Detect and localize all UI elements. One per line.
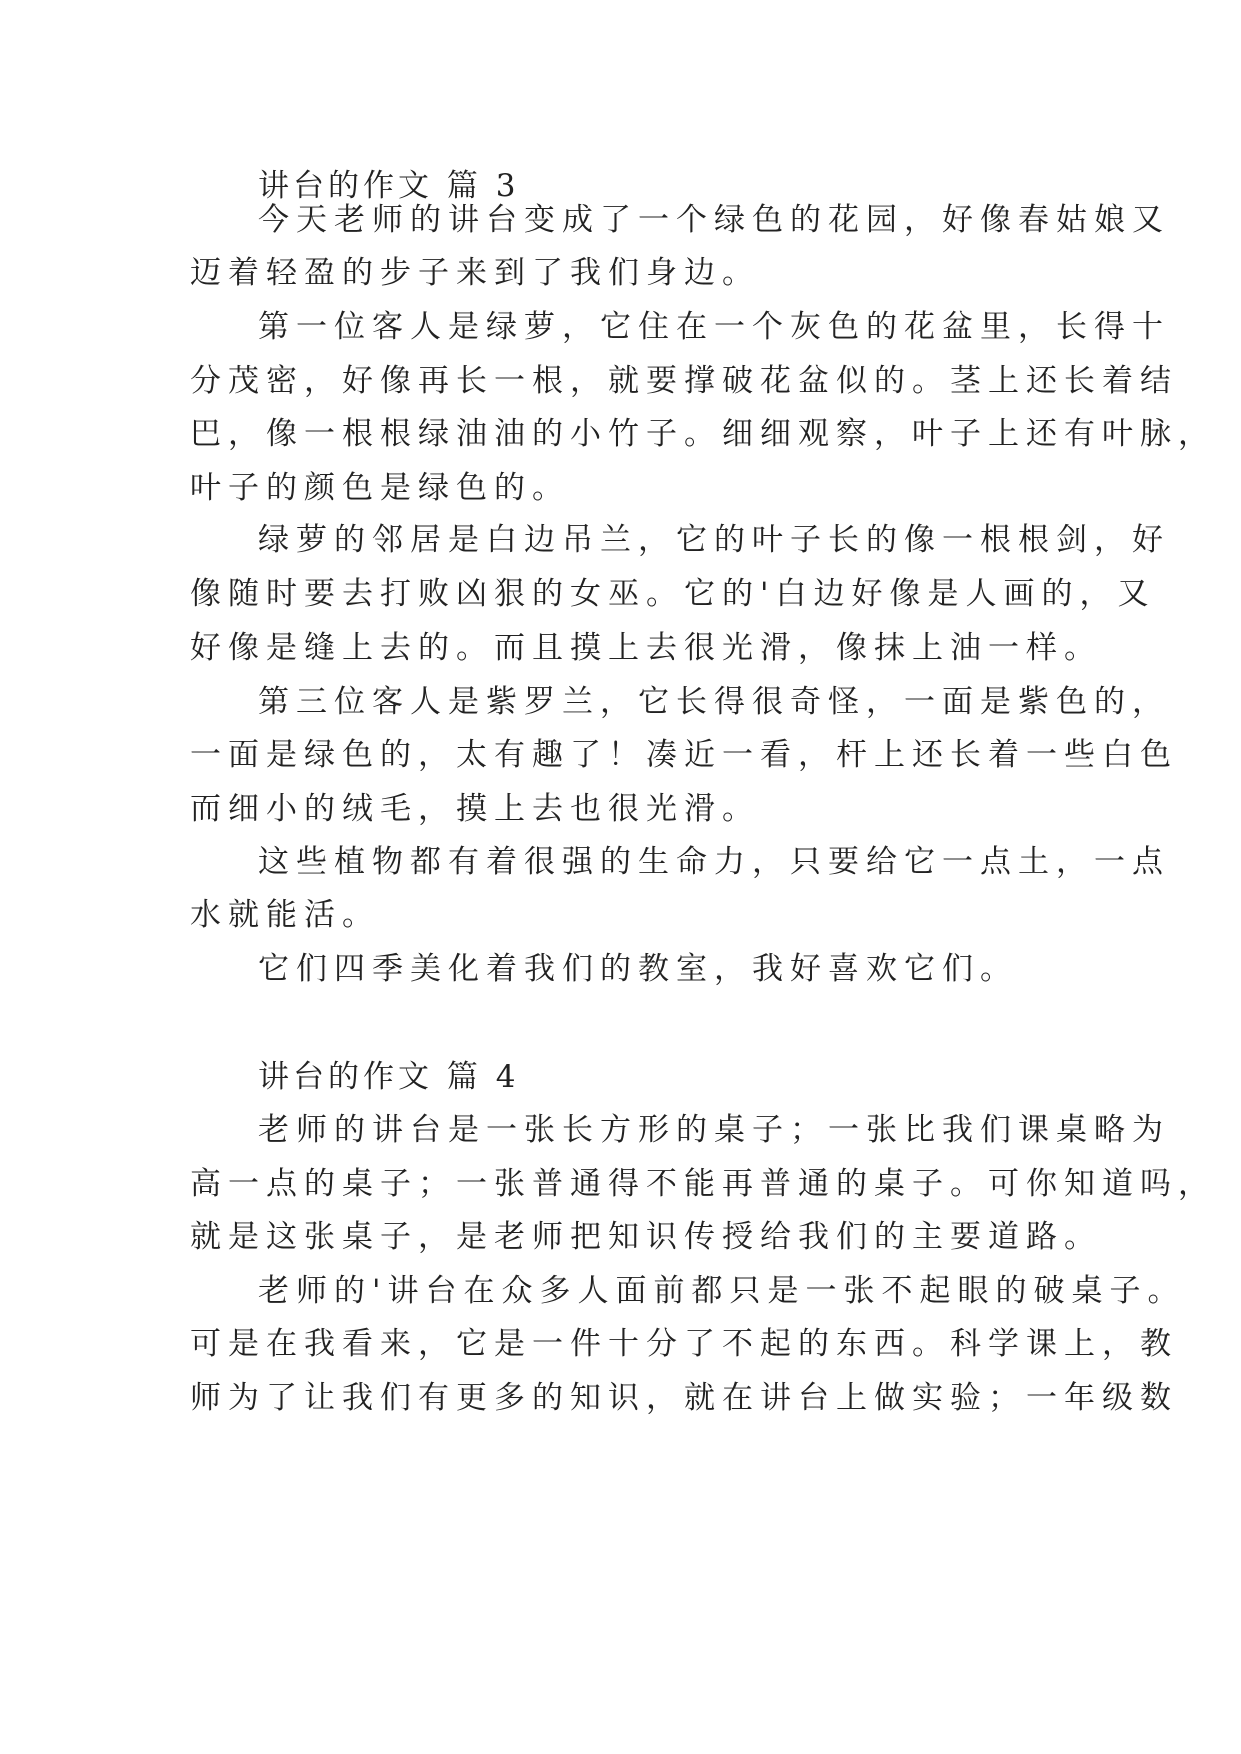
paragraph-line: 高一点的桌子；一张普通得不能再普通的桌子。可你知道吗， [190,1166,1216,1202]
paragraph-line: 就是这张桌子，是老师把知识传授给我们的主要道路。 [190,1219,1102,1255]
paragraph-line: 今天老师的讲台变成了一个绿色的花园，好像春姑娘又 [258,202,1170,238]
paragraph-line: 第一位客人是绿萝，它住在一个灰色的花盆里，长得十 [258,309,1170,345]
paragraph-line: 叶子的颜色是绿色的。 [190,470,570,506]
paragraph-line: 迈着轻盈的步子来到了我们身边。 [190,255,760,291]
section-title: 讲台的作文 篇 3 [258,168,520,204]
paragraph-line: 巴，像一根根绿油油的小竹子。细细观察，叶子上还有叶脉， [190,416,1216,452]
paragraph-line: 分茂密，好像再长一根，就要撑破花盆似的。茎上还长着结 [190,363,1178,399]
paragraph-line: 好像是缝上去的。而且摸上去很光滑，像抹上油一样。 [190,630,1102,666]
paragraph-line: 它们四季美化着我们的教室，我好喜欢它们。 [258,951,1018,987]
paragraph-line: 师为了让我们有更多的知识，就在讲台上做实验；一年级数 [190,1380,1178,1416]
paragraph-line: 像随时要去打败凶狠的女巫。它的'白边好像是人画的，又 [190,576,1156,612]
section-title: 讲台的作文 篇 4 [258,1059,520,1095]
paragraph-line: 老师的讲台是一张长方形的桌子；一张比我们课桌略为 [258,1112,1170,1148]
paragraph-line: 这些植物都有着很强的生命力，只要给它一点土，一点 [258,844,1170,880]
paragraph-line: 一面是绿色的，太有趣了！凑近一看，杆上还长着一些白色 [190,737,1178,773]
paragraph-line: 绿萝的邻居是白边吊兰，它的叶子长的像一根根剑，好 [258,522,1170,558]
paragraph-line: 第三位客人是紫罗兰，它长得很奇怪，一面是紫色的， [258,684,1170,720]
paragraph-line: 水就能活。 [190,897,380,933]
paragraph-line: 而细小的绒毛，摸上去也很光滑。 [190,791,760,827]
paragraph-line: 可是在我看来，它是一件十分了不起的东西。科学课上，教 [190,1326,1178,1362]
paragraph-line: 老师的'讲台在众多人面前都只是一张不起眼的破桌子。 [258,1273,1186,1309]
